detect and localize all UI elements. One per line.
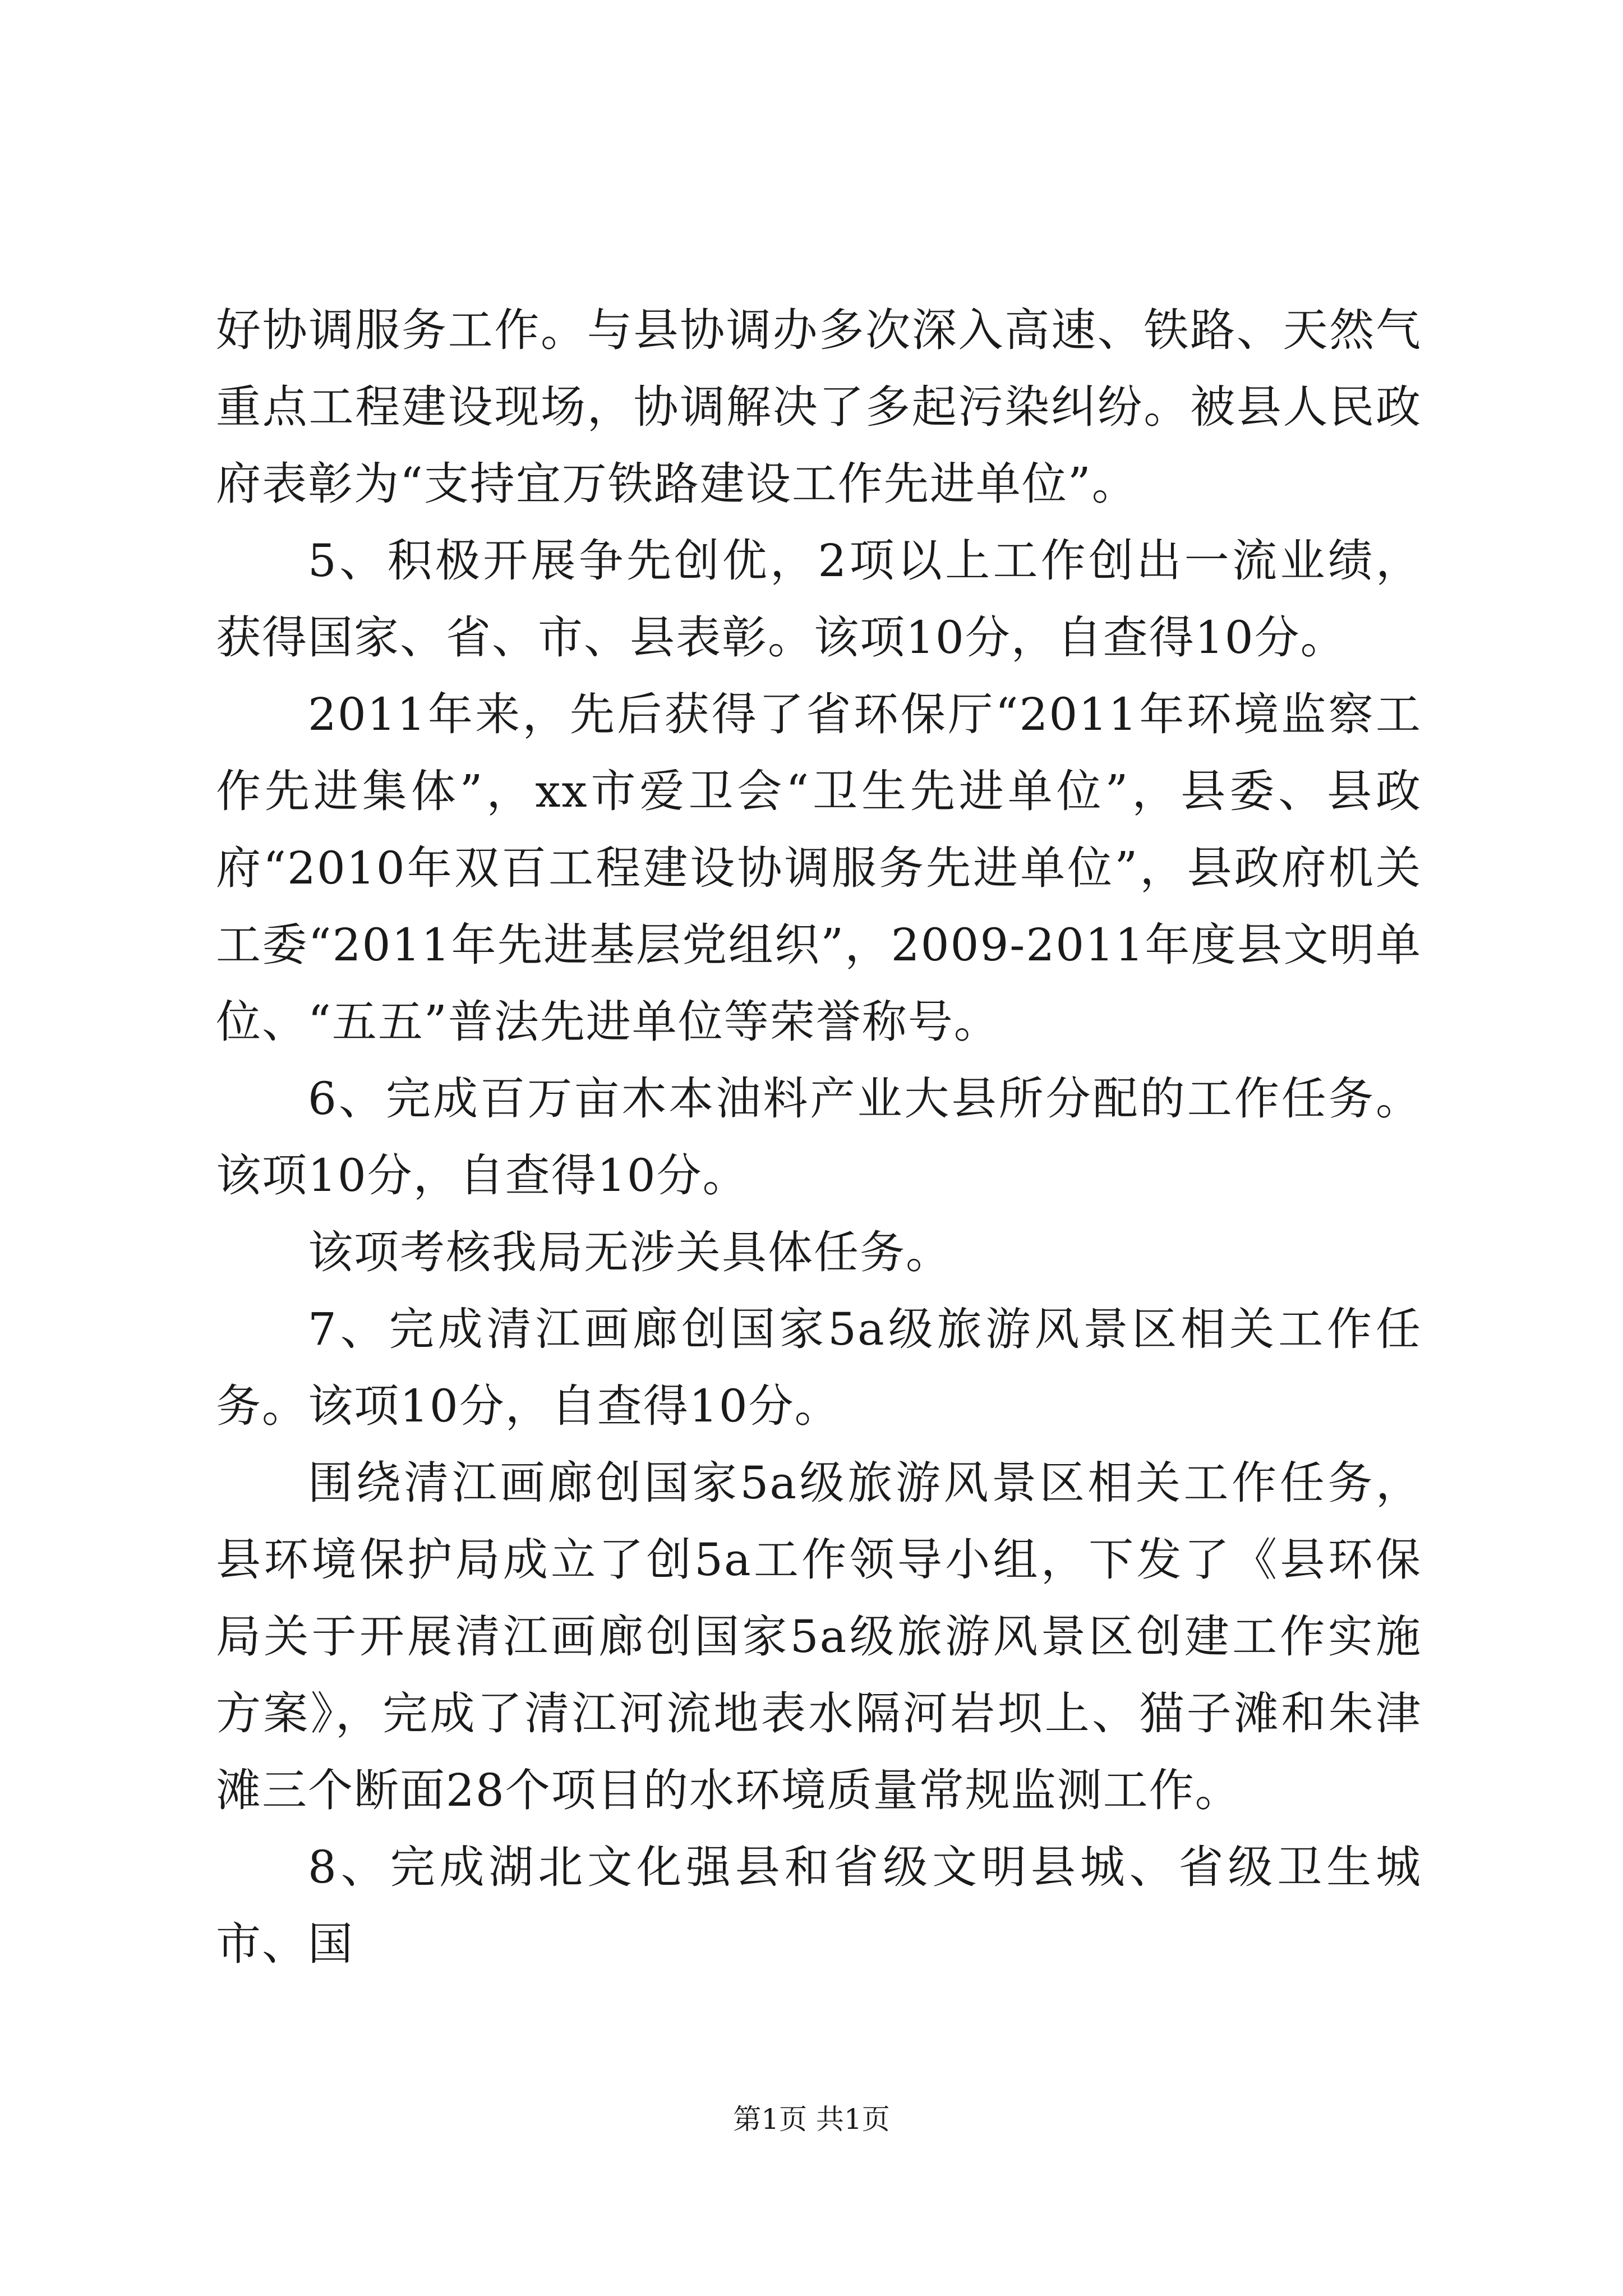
paragraph-4: 6、完成百万亩木本油料产业大县所分配的工作任务。该项10分，自查得10分。 — [216, 1073, 1422, 1202]
paragraph-8: 8、完成湖北文化强县和省级文明县城、省级卫生城市、国 — [216, 1841, 1422, 1970]
paragraph-6: 7、完成清江画廊创国家5a级旅游风景区相关工作任务。该项10分，自查得10分。 — [216, 1303, 1422, 1432]
document-body — [216, 292, 1422, 1982]
paragraph-7: 围绕清江画廊创国家5a级旅游风景区相关工作任务，县环境保护局成立了创5a工作领导小组，下发了《县环保局关于开展清江画廊创国家5a级旅游风景区创建工作实施方案》，完成了清江河流地表水隔河岩坝上、猫子滩和朱津滩三个断面28个项目的水环境质量常规监测工作。 — [216, 1457, 1422, 1816]
paragraph-5: 该项考核我局无涉关具体任务。 — [308, 1226, 952, 1278]
page-footer — [0, 2102, 1623, 2136]
page-number-label: 第1页 共1页 — [733, 2103, 890, 2136]
paragraph-2: 5、积极开展争先创优，2项以上工作创出一流业绩，获得国家、省、市、县表彰。该项10分，自查得10分。 — [216, 535, 1422, 664]
paragraph-1: 好协调服务工作。与县协调办多次深入高速、铁路、天然气重点工程建设现场，协调解决了多起污染纠纷。被县人民政府表彰为“支持宜万铁路建设工作先进单位”。 — [216, 304, 1422, 510]
paragraph-3: 2011年来，先后获得了省环保厅“2011年环境监察工作先进集体”，xx市爱卫会“卫生先进单位”，县委、县政府“2010年双百工程建设协调服务先进单位”，县政府机关工委“2011年先进基层党组织”，2009-2011年度县文明单位、“五五”普法先进单位等荣誉称号。 — [216, 688, 1422, 1048]
